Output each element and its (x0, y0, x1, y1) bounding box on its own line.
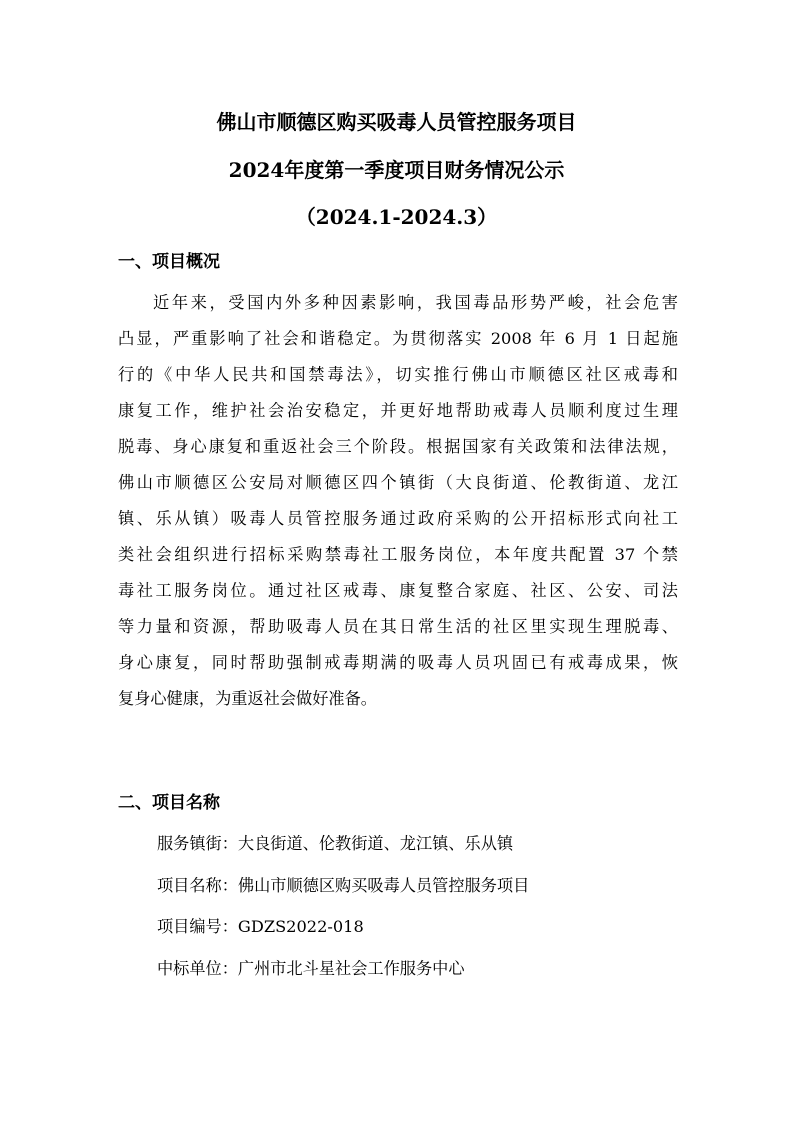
info-project-number: 项目编号：GDZS2022-018 (157, 917, 364, 936)
document-title-line-1: 佛山市顺德区购买吸毒人员管控服务项目 (216, 110, 577, 134)
info-project-name: 项目名称：佛山市顺德区购买吸毒人员管控服务项目 (157, 876, 530, 895)
paragraph-line: 佛山市顺德区公安局对顺德区四个镇街（大良街道、伦教街道、龙江 (118, 473, 678, 492)
paragraph-line: 行的《中华人民共和国禁毒法》，切实推行佛山市顺德区社区戒毒和 (118, 365, 678, 384)
info-service-area: 服务镇街：大良街道、伦教街道、龙江镇、乐从镇 (157, 834, 514, 853)
section-heading-project-name: 二、项目名称 (118, 793, 220, 813)
paragraph-line: 凸显，严重影响了社会和谐稳定。为贯彻落实 2008 年 6 月 1 日起施 (118, 329, 678, 348)
paragraph-line: 脱毒、身心康复和重返社会三个阶段。根据国家有关政策和法律法规， (118, 437, 678, 456)
paragraph-line: 身心康复，同时帮助强制戒毒期满的吸毒人员巩固已有戒毒成果，恢 (118, 653, 678, 672)
paragraph-line: 镇、乐从镇）吸毒人员管控服务通过政府采购的公开招标形式向社工 (118, 509, 678, 528)
section-heading-overview: 一、项目概况 (118, 252, 220, 272)
paragraph-line: 近年来，受国内外多种因素影响，我国毒品形势严峻，社会危害 (153, 293, 678, 312)
paragraph-line: 类社会组织进行招标采购禁毒社工服务岗位，本年度共配置 37 个禁 (118, 545, 678, 564)
paragraph-line: 康复工作，维护社会治安稳定，并更好地帮助戒毒人员顺利度过生理 (118, 401, 678, 420)
document-title-line-2: 2024年度第一季度项目财务情况公示 (228, 158, 565, 182)
paragraph-line: 复身心健康，为重返社会做好准备。 (118, 689, 377, 708)
paragraph-line: 毒社工服务岗位。通过社区戒毒、康复整合家庭、社区、公安、司法 (118, 581, 678, 600)
paragraph-line: 等力量和资源，帮助吸毒人员在其日常生活的社区里实现生理脱毒、 (118, 617, 678, 636)
document-title-period: （2024.1-2024.3） (295, 205, 498, 229)
overview-paragraph (118, 285, 678, 717)
info-winning-bidder: 中标单位：广州市北斗星社会工作服务中心 (157, 959, 465, 978)
